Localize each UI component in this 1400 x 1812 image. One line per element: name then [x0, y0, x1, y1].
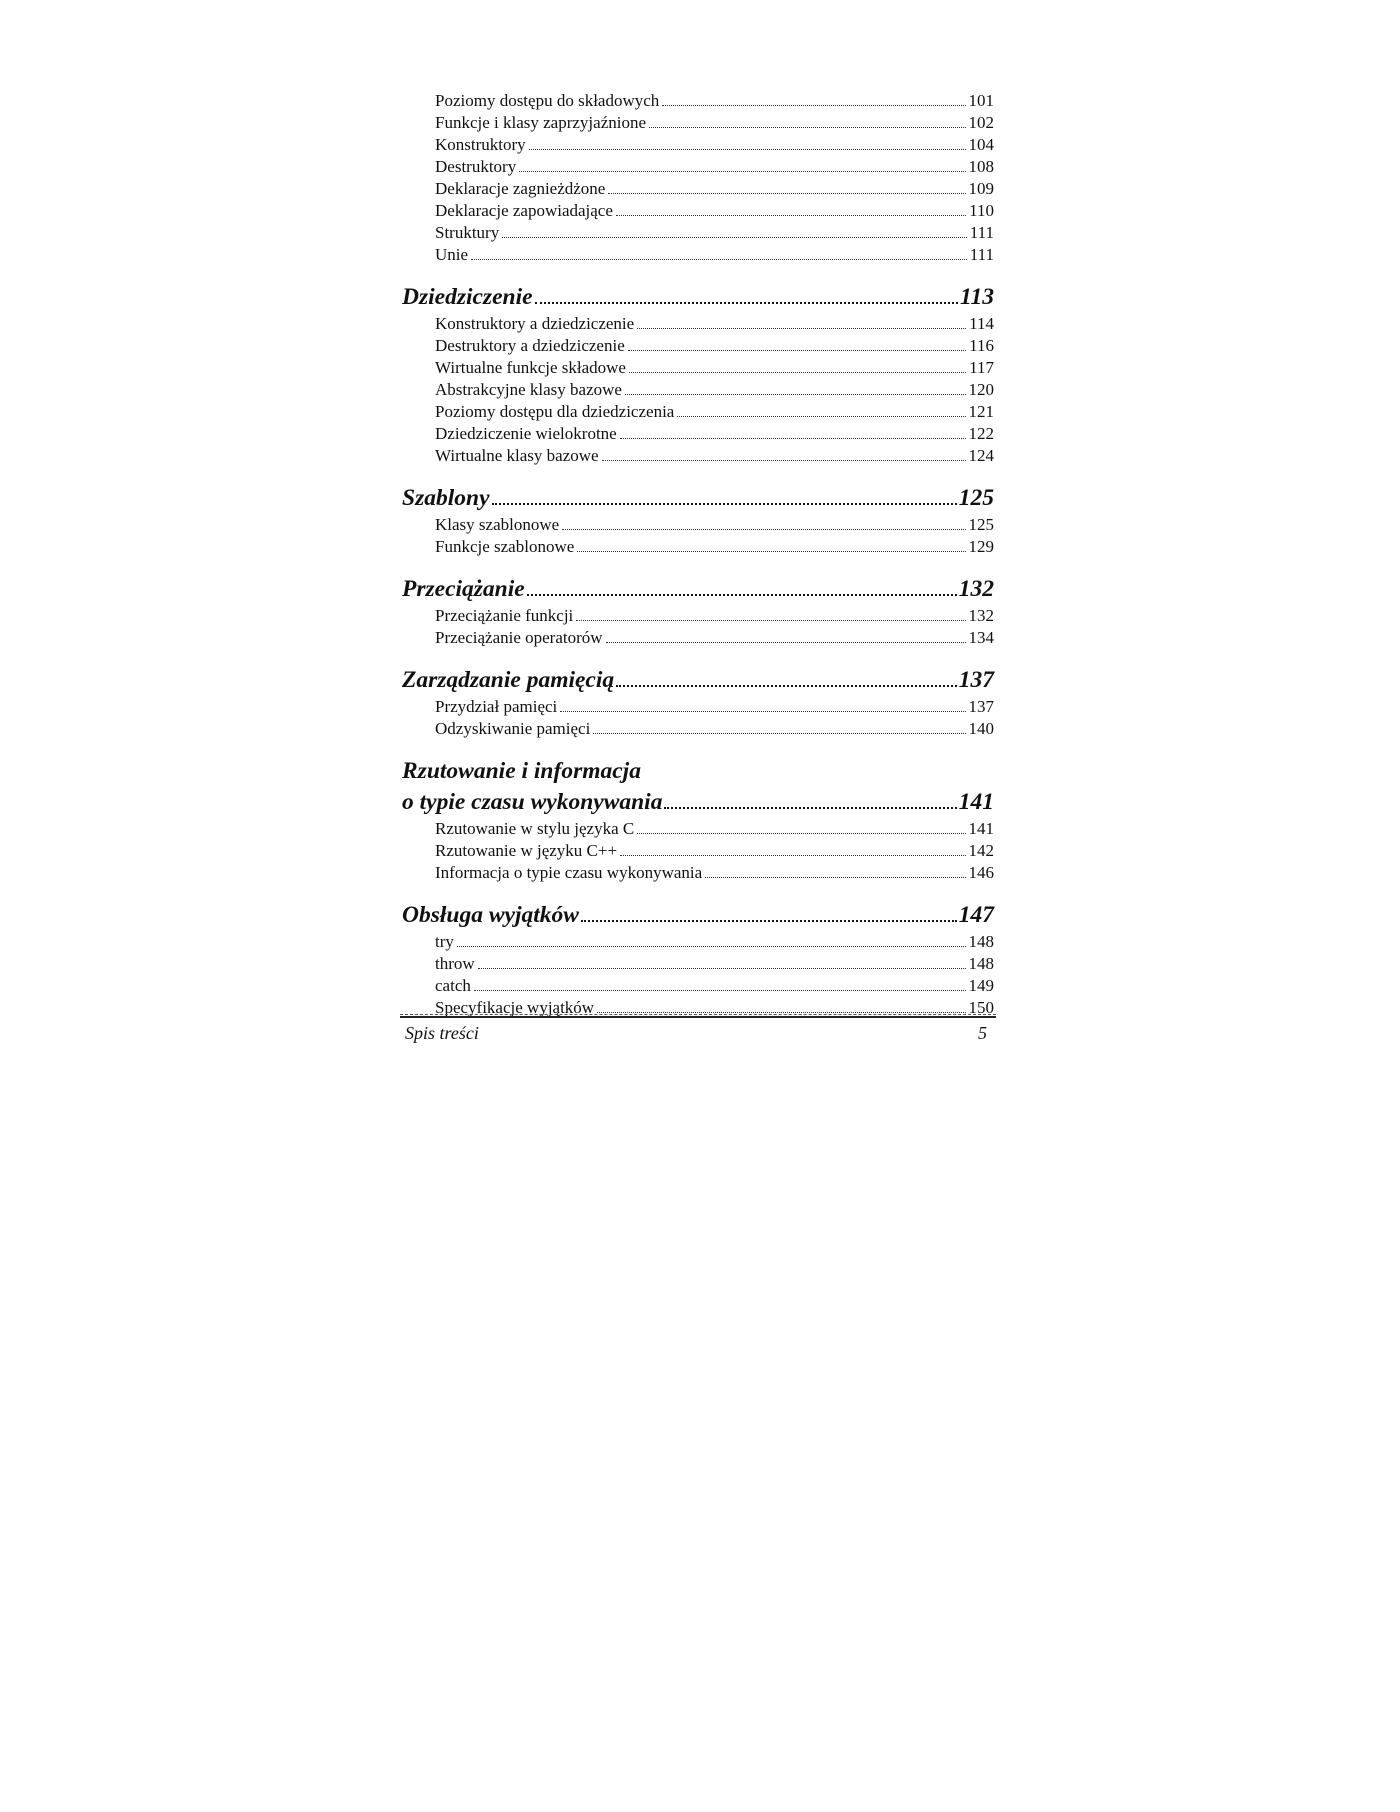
leader-dots: [616, 685, 957, 687]
toc-entry-page: 132: [968, 606, 994, 625]
toc-entry[interactable]: [402, 696, 994, 718]
toc-entry-page: 142: [968, 841, 994, 860]
toc-entry[interactable]: [402, 423, 994, 445]
footer-rule: [400, 1016, 996, 1018]
toc-entry-page: 146: [968, 863, 994, 882]
leader-dots: [529, 149, 966, 150]
leader-dots: [492, 503, 957, 505]
leader-dots: [677, 416, 965, 417]
chapter-page: 132: [958, 576, 994, 602]
toc-entry-title: Rzutowanie w stylu języka C: [435, 819, 635, 838]
toc-entry-page: 149: [968, 976, 994, 995]
toc-entry-page: 134: [968, 628, 994, 647]
toc-entry-page: 124: [968, 446, 994, 465]
toc-entry[interactable]: [402, 244, 994, 266]
toc-entry-page: 125: [968, 515, 994, 534]
toc-chapter-heading[interactable]: [402, 665, 994, 696]
toc-entry-title: Przeciążanie funkcji: [435, 606, 574, 625]
toc-entry-title: Rzutowanie w języku C++: [435, 841, 618, 860]
toc-entry-page: 122: [968, 424, 994, 443]
toc-entry[interactable]: [402, 953, 994, 975]
toc-entry-page: 120: [968, 380, 994, 399]
chapter-title: Zarządzanie pamięcią: [402, 667, 615, 693]
toc-entry-title: Odzyskiwanie pamięci: [435, 719, 591, 738]
toc-entry[interactable]: [402, 514, 994, 536]
toc-chapter-heading[interactable]: [402, 483, 994, 514]
toc-entry-title: Destruktory: [435, 157, 517, 176]
leader-dots: [620, 438, 966, 439]
toc-entry-page: 129: [968, 537, 994, 556]
leader-dots: [502, 237, 967, 238]
toc-entry-title: Przydział pamięci: [435, 697, 558, 716]
leader-dots: [597, 1012, 965, 1013]
leader-dots: [637, 328, 966, 329]
leader-dots: [527, 594, 957, 596]
leader-dots: [478, 968, 966, 969]
toc-entry[interactable]: [402, 605, 994, 627]
toc-entry[interactable]: [402, 134, 994, 156]
toc-entry-title: Wirtualne klasy bazowe: [435, 446, 599, 465]
toc-entry[interactable]: [402, 536, 994, 558]
toc-entry-page: 111: [969, 245, 994, 264]
toc-entry-title: Klasy szablonowe: [435, 515, 560, 534]
toc-entry[interactable]: [402, 222, 994, 244]
toc-entry[interactable]: [402, 313, 994, 335]
toc-entry-title: Specyfikacje wyjątków: [435, 998, 595, 1017]
chapter-page: 137: [958, 667, 994, 693]
toc-entry-title: try: [435, 932, 454, 951]
toc-entry-title: Deklaracje zagnieżdżone: [435, 179, 606, 198]
leader-dots: [705, 877, 965, 878]
chapter-title: Dziedziczenie: [402, 284, 533, 310]
toc-entry-title: Wirtualne funkcje składowe: [435, 358, 626, 377]
leader-dots: [620, 855, 965, 856]
toc-chapter-heading[interactable]: [402, 756, 994, 818]
toc-entry-page: 148: [968, 954, 994, 973]
toc-entry-title: catch: [435, 976, 471, 995]
toc-entry-page: 116: [969, 336, 994, 355]
toc-entry-page: 111: [969, 223, 994, 242]
footer-rule-dashed: [400, 1014, 996, 1015]
leader-dots: [662, 105, 965, 106]
leader-dots: [560, 711, 965, 712]
page-number: 5: [978, 1023, 987, 1043]
toc-entry[interactable]: [402, 975, 994, 997]
leader-dots: [471, 259, 967, 260]
leader-dots: [474, 990, 966, 991]
toc-entry-title: throw: [435, 954, 475, 973]
toc-entry-page: 108: [968, 157, 994, 176]
toc-entry[interactable]: [402, 335, 994, 357]
toc-entry[interactable]: [402, 818, 994, 840]
leader-dots: [602, 460, 966, 461]
toc-entry-page: 117: [969, 358, 994, 377]
toc-entry[interactable]: [402, 357, 994, 379]
chapter-page: 147: [958, 902, 994, 928]
leader-dots: [606, 642, 966, 643]
toc-entry-page: 109: [968, 179, 994, 198]
toc-entry-page: 101: [968, 91, 994, 110]
toc-entry-page: 150: [968, 998, 994, 1017]
toc-entry-page: 121: [968, 402, 994, 421]
chapter-title-line2: o typie czasu wykonywania: [402, 789, 663, 815]
toc-entry-page: 140: [968, 719, 994, 738]
leader-dots: [581, 920, 957, 922]
toc-entry-title: Unie: [435, 245, 469, 264]
toc-entry-title: Abstrakcyjne klasy bazowe: [435, 380, 622, 399]
chapter-title: Szablony: [402, 485, 490, 511]
leader-dots: [625, 394, 966, 395]
toc-chapter-heading[interactable]: [402, 282, 994, 313]
toc-entry-page: 141: [968, 819, 994, 838]
toc-entry-page: 110: [969, 201, 994, 220]
toc-entry[interactable]: [402, 718, 994, 740]
toc-entry[interactable]: [402, 931, 994, 953]
toc-entry-page: 137: [968, 697, 994, 716]
leader-dots: [649, 127, 965, 128]
leader-dots: [637, 833, 965, 834]
toc-entry-title: Informacja o typie czasu wykonywania: [435, 863, 703, 882]
toc-entry[interactable]: [402, 379, 994, 401]
chapter-page: 113: [960, 284, 994, 310]
toc-entry[interactable]: [402, 112, 994, 134]
leader-dots: [577, 551, 965, 552]
toc-entry[interactable]: [402, 200, 994, 222]
toc-entry-title: Struktury: [435, 223, 500, 242]
leader-dots: [535, 302, 958, 304]
chapter-page: 125: [958, 485, 994, 511]
toc-entry-page: 148: [968, 932, 994, 951]
toc-entry-title: Przeciążanie operatorów: [435, 628, 603, 647]
toc-entry[interactable]: [402, 862, 994, 884]
toc-entry-title: Destruktory a dziedziczenie: [435, 336, 625, 355]
toc-entry-title: Konstruktory: [435, 135, 526, 154]
toc-entry-page: 102: [968, 113, 994, 132]
toc-entry[interactable]: [402, 156, 994, 178]
toc-entry-title: Poziomy dostępu dla dziedziczenia: [435, 402, 675, 421]
toc-entry[interactable]: [402, 178, 994, 200]
toc-entry[interactable]: [402, 401, 994, 423]
chapter-page: 141: [958, 789, 994, 815]
running-footer-title: Spis treści: [405, 1023, 479, 1043]
leader-dots: [519, 171, 965, 172]
leader-dots: [562, 529, 965, 530]
toc-entry-page: 114: [969, 314, 994, 333]
toc-entry-title: Konstruktory a dziedziczenie: [435, 314, 635, 333]
toc-entry[interactable]: [402, 840, 994, 862]
toc-entry-title: Funkcje szablonowe: [435, 537, 575, 556]
toc-entry-title: Dziedziczenie wielokrotne: [435, 424, 617, 443]
toc-entry-page: 104: [968, 135, 994, 154]
toc-entry-title: Deklaracje zapowiadające: [435, 201, 613, 220]
table-of-contents: [402, 90, 994, 1019]
chapter-title-line2-row: [402, 787, 994, 818]
toc-entry[interactable]: [402, 445, 994, 467]
leader-dots: [576, 620, 965, 621]
leader-dots: [664, 807, 956, 809]
leader-dots: [608, 193, 965, 194]
leader-dots: [629, 372, 966, 373]
toc-chapter-heading[interactable]: [402, 900, 994, 931]
toc-entry[interactable]: [402, 90, 994, 112]
toc-entry[interactable]: [402, 627, 994, 649]
toc-chapter-heading[interactable]: [402, 574, 994, 605]
chapter-title-line1: Rzutowanie i informacja: [402, 758, 641, 784]
toc-entry-title: Poziomy dostępu do składowych: [435, 91, 660, 110]
leader-dots: [593, 733, 965, 734]
leader-dots: [457, 946, 966, 947]
leader-dots: [628, 350, 966, 351]
leader-dots: [616, 215, 966, 216]
chapter-title: Przeciążanie: [402, 576, 525, 602]
chapter-title: Obsługa wyjątków: [402, 902, 579, 928]
toc-entry-title: Funkcje i klasy zaprzyjaźnione: [435, 113, 647, 132]
